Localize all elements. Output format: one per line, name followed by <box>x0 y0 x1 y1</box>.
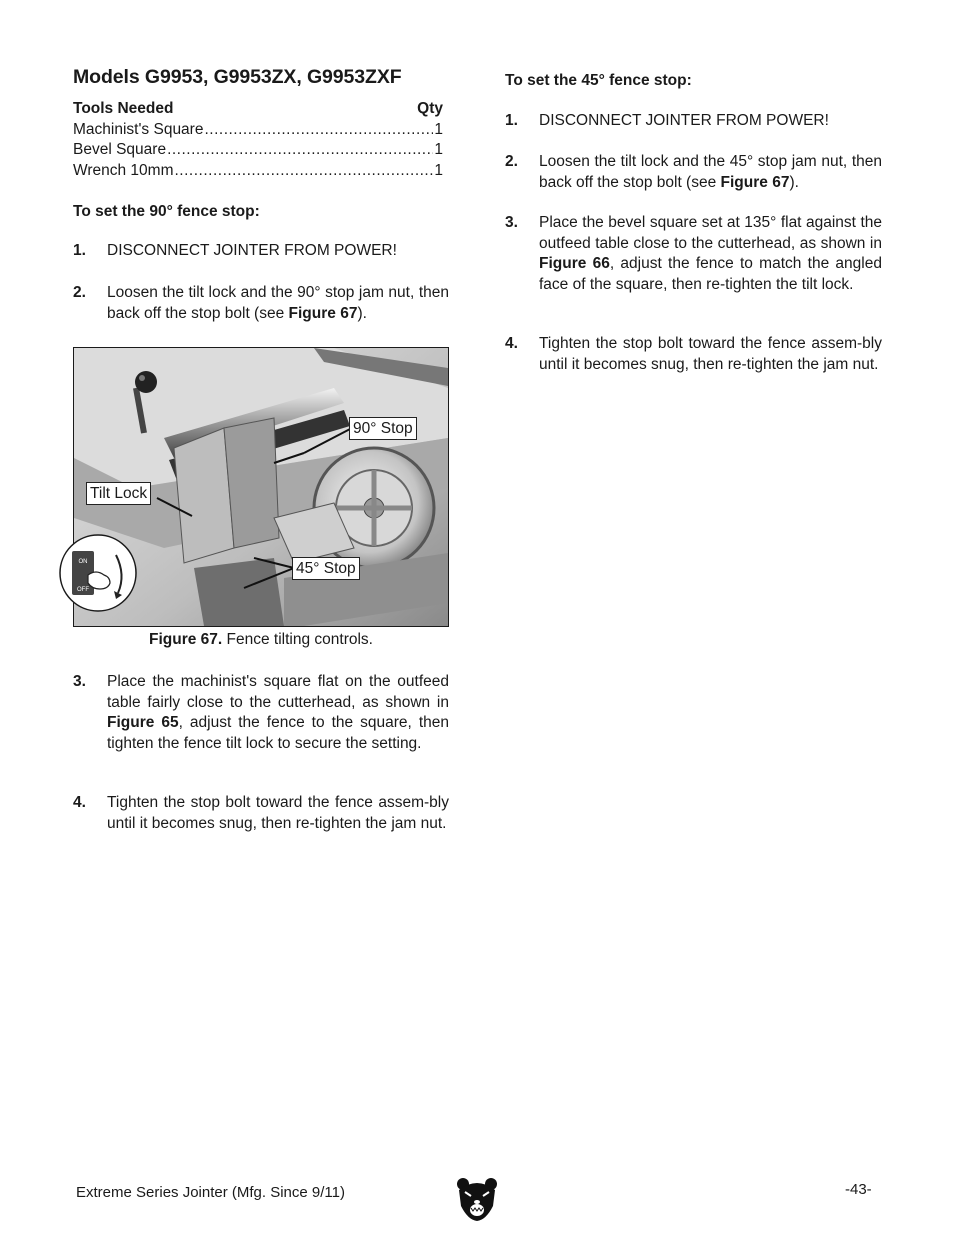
step-text: Loosen the tilt lock and the 45° stop jam nut, then back off the stop bolt (see Figure 67). <box>539 153 882 191</box>
step-45-2 <box>505 152 882 193</box>
step-number: 2. <box>505 153 518 170</box>
switch-off-label: OFF <box>77 587 89 593</box>
step-45-1 <box>505 111 882 132</box>
step-text: Tighten the stop bolt toward the fence assem-bly until it becomes snug, then re-tighten the jam nut. <box>107 794 449 832</box>
step-text: Place the machinist's square flat on the outfeed table fairly close to the cutterhead, as shown in Figure 65, adjust the fence to the square, then tighten the fence tilt lock to secure the setting. <box>107 673 449 752</box>
tools-header-name: Tools Needed <box>73 100 174 117</box>
step-number: 3. <box>505 214 518 231</box>
step-number: 1. <box>73 242 86 259</box>
tool-qty: 1 <box>434 141 443 158</box>
page-heading: Models G9953, G9953ZX, G9953ZXF <box>73 66 402 88</box>
tool-name: Wrench 10mm <box>73 161 174 179</box>
step-text: DISCONNECT JOINTER FROM POWER! <box>107 242 397 259</box>
tool-row <box>73 120 443 141</box>
step-number: 1. <box>505 112 518 129</box>
power-switch-off-icon <box>58 533 138 613</box>
step-number: 3. <box>73 673 86 690</box>
step-number: 4. <box>73 794 86 811</box>
figure-ref: Figure 66 <box>539 255 610 272</box>
leader-dots <box>167 140 433 161</box>
step-90-4 <box>73 793 449 834</box>
tool-name: Bevel Square <box>73 141 167 158</box>
callout-45-stop: 45° Stop <box>292 557 360 580</box>
step-90-1 <box>73 241 449 262</box>
bear-head-logo-icon <box>456 1176 498 1222</box>
figure-ref: Figure 67 <box>720 173 790 191</box>
step-45-4 <box>505 334 882 375</box>
step-90-3 <box>73 672 449 754</box>
step-90-2 <box>73 283 449 324</box>
step-text: Loosen the tilt lock and the 90° stop jam nut, then back off the stop bolt (see Figure 67). <box>107 284 449 322</box>
footer-title: Extreme Series Jointer (Mfg. Since 9/11) <box>76 1184 345 1201</box>
tool-name: Machinist's Square <box>73 120 204 138</box>
step-text: Tighten the stop bolt toward the fence assem-bly until it becomes snug, then re-tighten the jam nut. <box>539 335 882 373</box>
step-text: Place the bevel square set at 135° flat against the outfeed table close to the cutterhead, as shown in Figure 66, adjust the fence to match the angled face of the square, then re-tighten the tilt lock. <box>539 214 882 293</box>
callout-90-stop: 90° Stop <box>349 417 417 440</box>
step-text: DISCONNECT JOINTER FROM POWER! <box>539 112 829 129</box>
leader-dots <box>175 161 434 182</box>
figure-caption <box>73 630 449 651</box>
caption-text: Fence tilting controls. <box>222 631 373 648</box>
tools-needed-list <box>73 99 443 181</box>
tool-row <box>73 161 443 182</box>
tool-row <box>73 140 443 161</box>
tools-header-qty: Qty <box>417 100 443 117</box>
leader-dots <box>204 120 433 141</box>
page-number: -43- <box>845 1181 872 1198</box>
step-number: 2. <box>73 284 86 301</box>
step-number: 4. <box>505 335 518 352</box>
tool-qty: 1 <box>434 161 443 179</box>
step-45-3 <box>505 213 882 295</box>
section-45-title: To set the 45° fence stop: <box>505 72 692 89</box>
figure-ref: Figure 67 <box>288 304 358 322</box>
tools-header <box>73 99 443 120</box>
caption-label: Figure 67. <box>149 631 223 648</box>
switch-on-label: ON <box>78 559 88 565</box>
section-90-title: To set the 90° fence stop: <box>73 203 260 220</box>
tool-qty: 1 <box>434 120 443 138</box>
callout-tilt-lock: Tilt Lock <box>86 482 151 505</box>
figure-ref: Figure 65 <box>107 714 179 731</box>
